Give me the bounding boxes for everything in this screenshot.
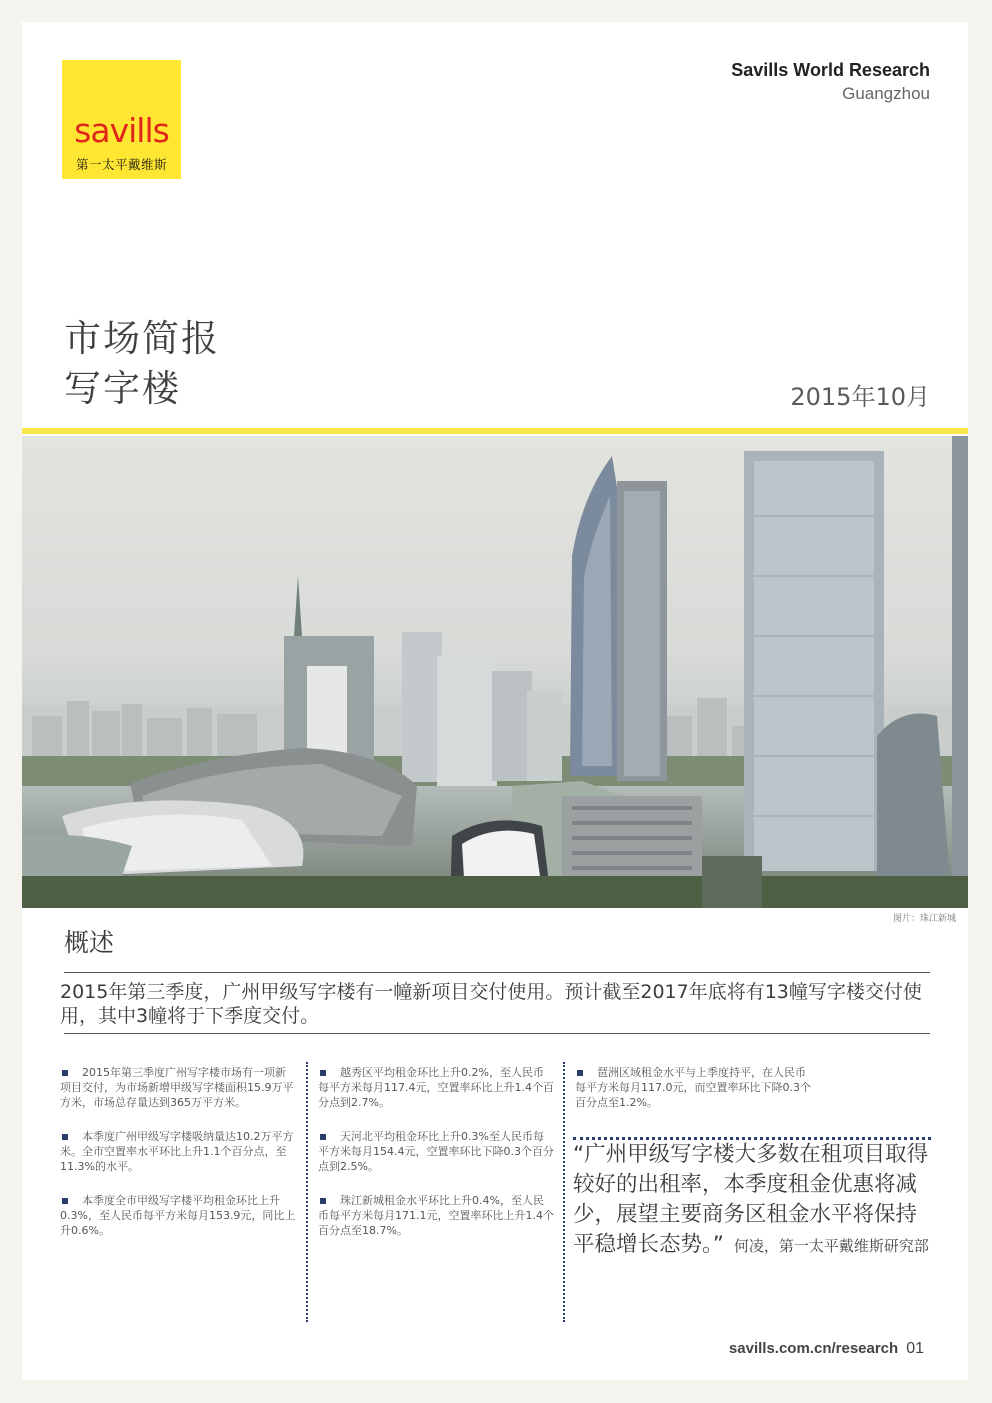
square-bullet-icon [577,1070,583,1076]
square-bullet-icon [320,1134,326,1140]
bullet-item: 天河北平均租金环比上升0.3%至人民币每平方米每月154.4元，空置率环比下降0.3个百分点到2.5%。 [318,1130,554,1173]
logo-wordmark: savills [74,111,169,150]
savills-logo[interactable] [62,60,181,179]
city-label: Guangzhou [842,84,930,103]
report-page [22,22,968,1380]
quote-text: “广州甲级写字楼大多数在租项目取得较好的出租率，本季度租金优惠将减少，展望主要商务区租金水平将保持平稳增长态势。” [573,1142,929,1257]
overview-rule-bottom [64,1033,930,1034]
logo-chinese-name: 第一太平戴维斯 [75,157,167,172]
cover-photo [22,436,968,908]
bullet-item: 越秀区平均租金环比上升0.2%，至人民币每平方米每月117.4元，空置率环比上升1.4个百分点到2.7%。 [318,1066,554,1109]
series-title: Savills World Research [731,60,930,80]
bullets-column-3 [575,1065,815,1129]
square-bullet-icon [320,1070,326,1076]
yellow-divider [22,428,968,434]
column-divider [563,1062,565,1322]
quote-attribution: 何凌，第一太平戴维斯研究部 [733,1237,929,1255]
city-skyline-illustration [22,436,968,908]
report-title: 市场简报 [64,317,220,360]
overview-rule-top [64,972,930,973]
column-divider [306,1062,308,1322]
bullet-item: 本季度全市甲级写字楼平均租金环比上升0.3%，至人民币每平方米每月153.9元，同比上升0.6%。 [60,1194,296,1237]
photo-caption: 图片：珠江新城 [892,914,956,924]
bullets-column-2 [318,1065,554,1257]
report-date: 2015年10月 [790,383,930,411]
pull-quote [573,1140,935,1261]
page-number: 01 [906,1340,924,1357]
report-subtitle: 写字楼 [64,367,181,410]
bullet-item: 琶洲区域租金水平与上季度持平，在人民币每平方米每月117.0元，而空置率环比下降0.3个百分点至1.2%。 [575,1066,811,1109]
overview-lead: 2015年第三季度，广州甲级写字楼有一幢新项目交付使用。预计截至2017年底将有13幢写字楼交付使用，其中3幢将于下季度交付。 [60,981,922,1027]
square-bullet-icon [62,1198,68,1204]
research-url-link[interactable]: savills.com.cn/research [728,1340,899,1357]
square-bullet-icon [320,1198,326,1204]
bullet-item: 珠江新城租金水平环比上升0.4%，至人民币每平方米每月171.1元，空置率环比上升1.4个百分点至18.7%。 [318,1194,554,1237]
overview-heading: 概述 [64,928,115,957]
bullets-column-1 [60,1065,296,1257]
square-bullet-icon [62,1134,68,1140]
footer [729,1340,924,1358]
bullet-item: 2015年第三季度广州写字楼市场有一项新项目交付，为市场新增甲级写字楼面积15.9万平方米，市场总存量达到365万平方米。 [60,1066,294,1109]
bullet-item: 本季度广州甲级写字楼吸纳量达10.2万平方米。全市空置率水平环比上升1.1个百分点，至11.3%的水平。 [60,1130,294,1173]
square-bullet-icon [62,1070,68,1076]
